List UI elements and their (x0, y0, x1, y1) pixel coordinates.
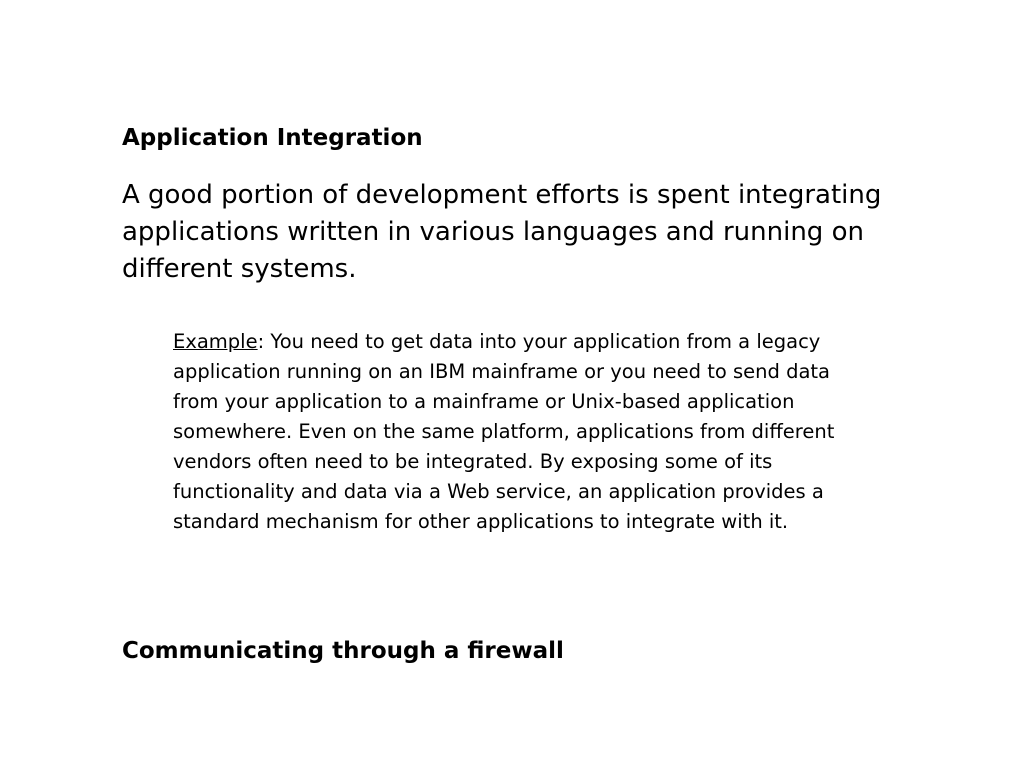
intro-paragraph: A good portion of development efforts is spent integrating applications written in various languages and running on different systems. (122, 180, 882, 284)
example-paragraph (173, 327, 853, 537)
example-text: You need to get data into your application from a legacy application running on an IBM mainframe or you need to send data from your application to a mainframe or Unix-based application somewhere. Even on the same platform, applications from different vendors often need to be integrated. By exposing some of its functionality and data via a Web service, an application provides a standard mechanism for other applications to integrate with it. (173, 330, 835, 533)
section-heading-communicating-through-firewall: Communicating through a firewall (122, 638, 564, 664)
example-separator: : (257, 330, 265, 353)
example-label: Example (173, 330, 258, 353)
section-heading-application-integration: Application Integration (122, 125, 423, 151)
